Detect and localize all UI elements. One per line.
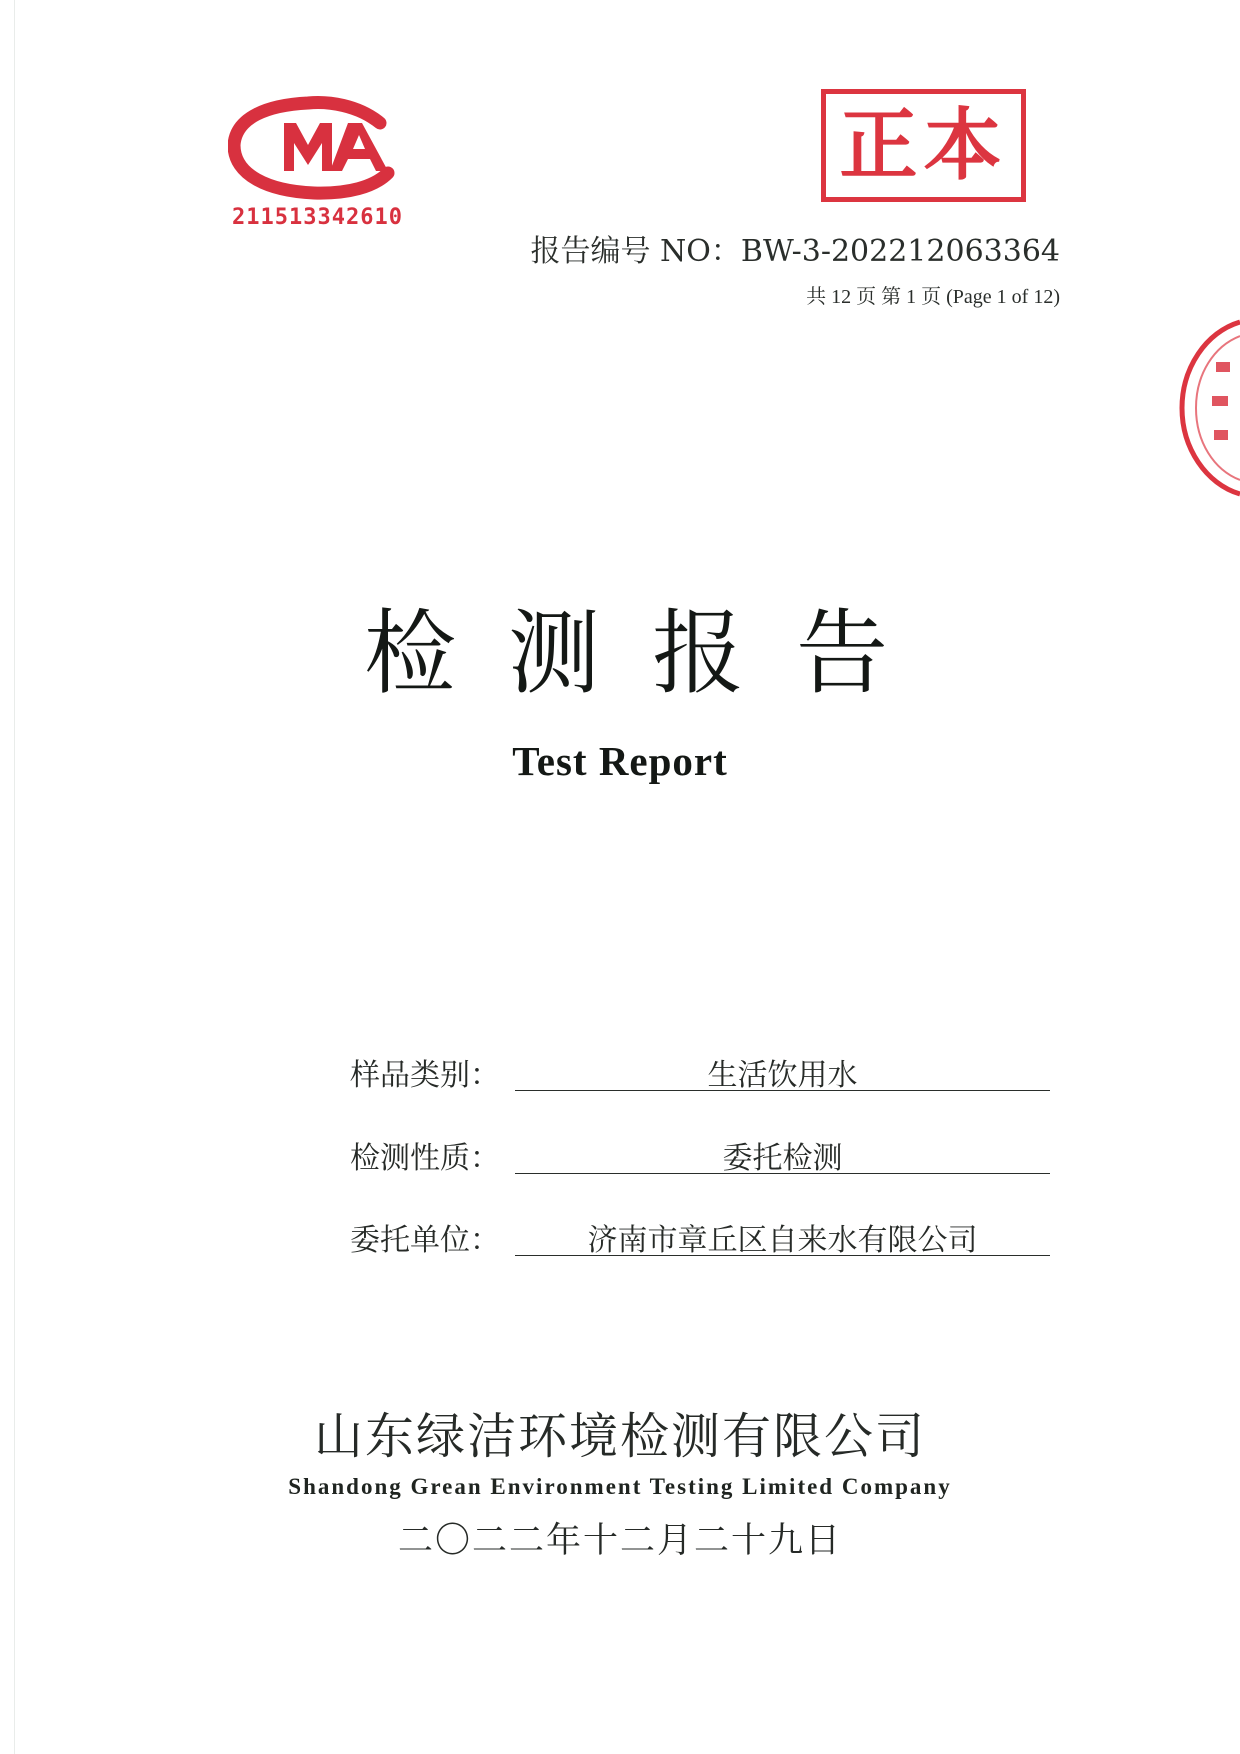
original-copy-stamp: 正本 <box>821 89 1026 202</box>
report-date: 二〇二二年十二月二十九日 <box>397 1521 842 1561</box>
test-nature-underline <box>515 1173 1050 1174</box>
test-nature-label: 检测性质： <box>350 1141 500 1176</box>
sample-category-value: 生活饮用水 <box>707 1058 858 1093</box>
cma-seal <box>228 95 418 235</box>
client-value: 济南市章丘区自来水有限公司 <box>587 1223 978 1258</box>
title-english: Test Report <box>512 738 728 784</box>
company-name-english: Shandong Grean Environment Testing Limited Company <box>288 1474 952 1499</box>
sample-category-label: 样品类别： <box>350 1058 500 1093</box>
client-label: 委托单位： <box>350 1223 500 1258</box>
edge-seal <box>1176 318 1240 498</box>
company-name-chinese: 山东绿洁环境检测有限公司 <box>313 1408 926 1465</box>
cma-certificate-number: 211513342610 <box>232 205 403 230</box>
sample-category-underline <box>515 1090 1050 1091</box>
page-count: 共 12 页 第 1 页 (Page 1 of 12) <box>806 286 1060 308</box>
title-chinese: 检测报告 <box>364 600 941 707</box>
test-nature-value: 委托检测 <box>722 1141 843 1176</box>
client-underline <box>515 1255 1050 1256</box>
report-number: 报告编号 NO：BW-3-202212063364 <box>530 234 1060 269</box>
partial-company-seal-icon <box>1176 318 1240 498</box>
cma-certification-seal-icon <box>228 95 418 205</box>
